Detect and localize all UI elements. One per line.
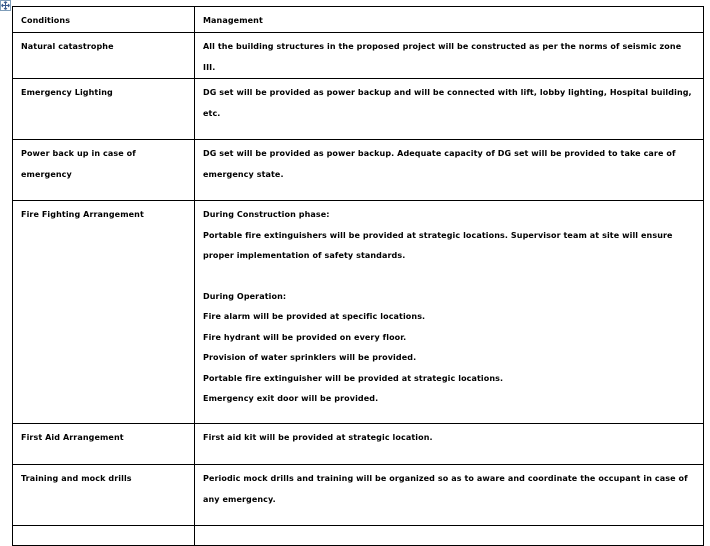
management-cell (195, 465, 704, 526)
management-cell (195, 201, 704, 424)
table-row (13, 140, 704, 201)
management-text: Emergency exit door will be provided. (203, 394, 379, 403)
condition-cell: Fire Fighting Arrangement (13, 201, 195, 424)
management-text: Portable fire extinguishers will be provided at strategic locations. Supervisor team at site will ensure proper implementation of safety standards. (203, 230, 673, 260)
management-text: During Construction phase: (203, 210, 330, 219)
management-cell (195, 33, 704, 79)
condition-cell: Power back up in case of emergency (13, 140, 195, 201)
management-text: During Operation: (203, 291, 287, 301)
management-cell (195, 140, 704, 201)
conditions-management-table (12, 6, 704, 546)
spacer (203, 267, 695, 287)
management-text: All the building structures in the proposed project will be constructed as per the norms of seismic zone III. (203, 42, 682, 72)
table-row (13, 465, 704, 526)
management-cell (195, 424, 704, 465)
management-text: DG set will be provided as power backup and will be connected with lift, lobby lighting, Hospital building, etc. (203, 88, 692, 118)
management-text: Portable fire extinguisher will be provided at strategic locations. (203, 373, 504, 383)
condition-cell: Training and mock drills (13, 465, 195, 526)
condition-cell: Natural catastrophe (13, 33, 195, 79)
management-text: Provision of water sprinklers will be provided. (203, 353, 417, 362)
header-conditions: Conditions (13, 7, 195, 33)
table-row (13, 79, 704, 140)
table-move-handle-icon[interactable] (0, 0, 11, 11)
management-cell (195, 79, 704, 140)
header-management: Management (195, 7, 704, 33)
header-row (13, 7, 704, 33)
management-text: Fire hydrant will be provided on every floor. (203, 332, 407, 342)
management-text: Fire alarm will be provided at specific locations. (203, 312, 426, 321)
table-row (13, 201, 704, 424)
management-text: DG set will be provided as power backup. Adequate capacity of DG set will be provided to take care of emergency state. (203, 149, 676, 179)
management-text: First aid kit will be provided at strategic location. (203, 433, 433, 442)
management-text: Periodic mock drills and training will be organized so as to aware and coordinate the occupant in case of any emergency. (203, 474, 688, 504)
condition-cell: Emergency Lighting (13, 79, 195, 140)
condition-cell: First Aid Arrangement (13, 424, 195, 465)
table-row (13, 33, 704, 79)
table-row (13, 424, 704, 465)
